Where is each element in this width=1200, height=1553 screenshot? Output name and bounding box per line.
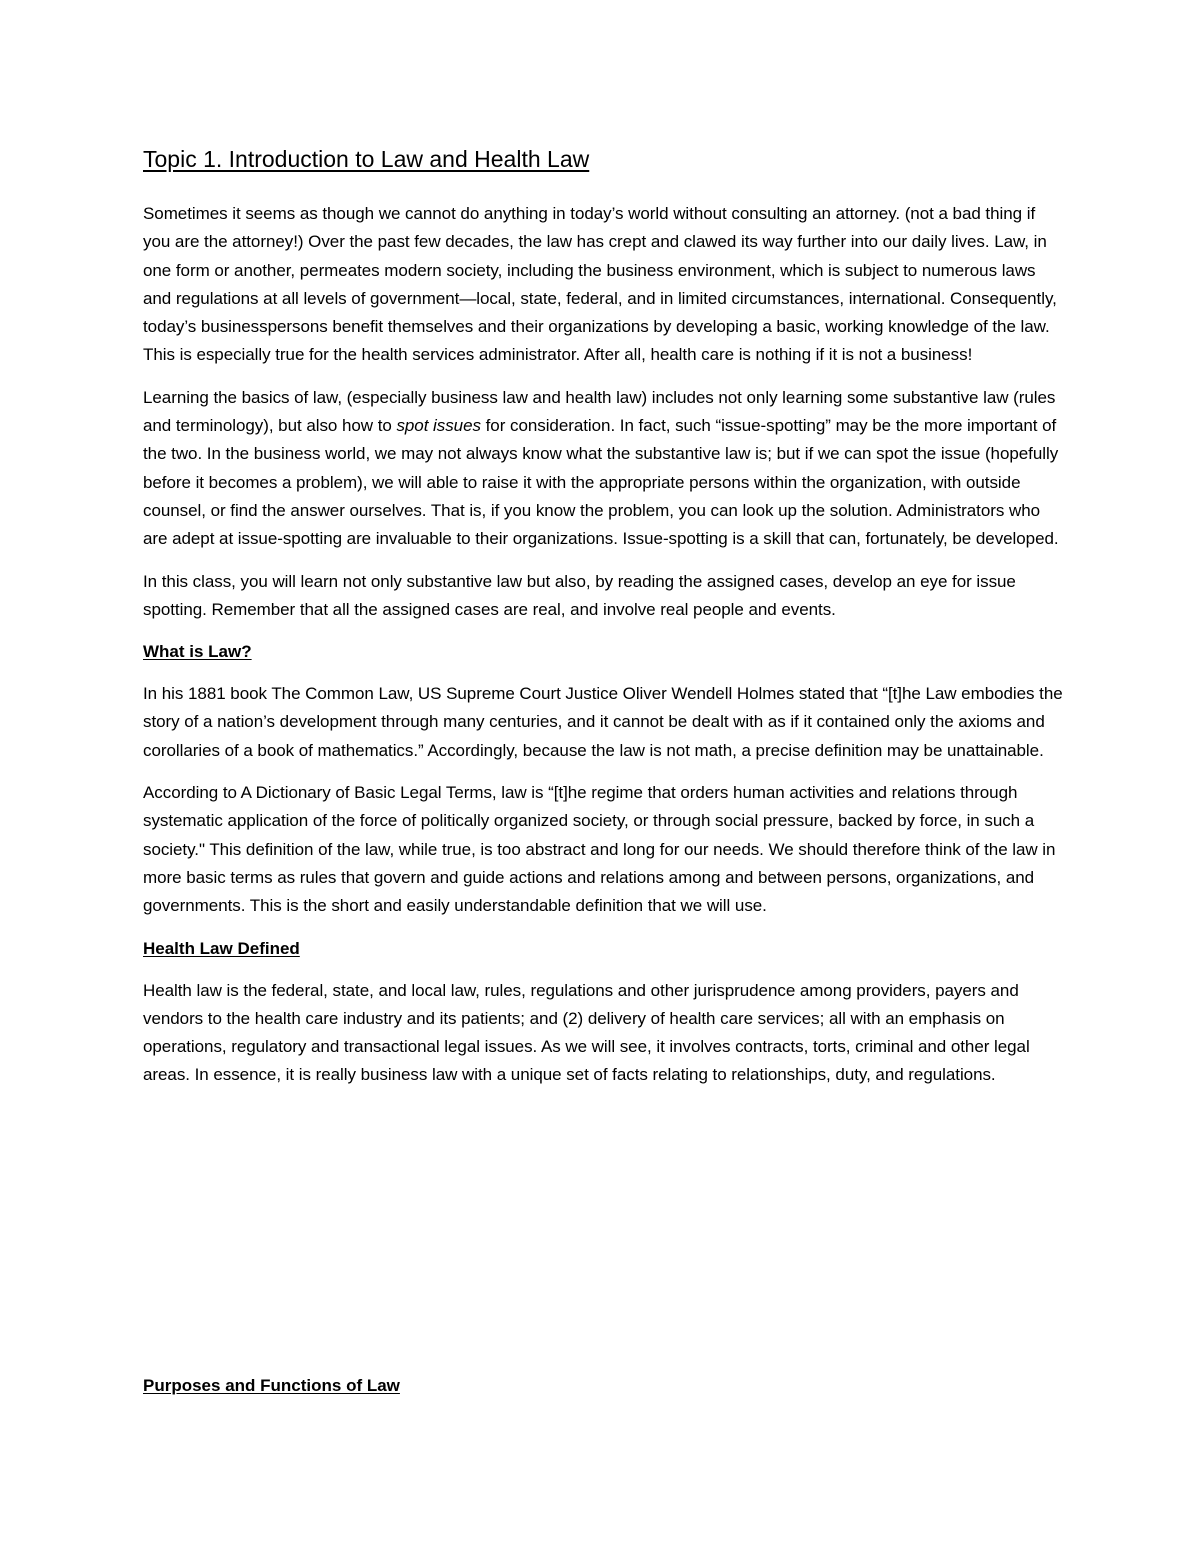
intro-paragraph-2-before: Learning the basics of law, (especially business law and health law) includes not only learning some substantive law (rules and terminology), but also how to <box>143 387 1056 436</box>
purposes-and-functions-heading: Purposes and Functions of Law <box>143 1376 400 1395</box>
what-is-law-heading: What is Law? <box>143 642 252 662</box>
document-title: Topic 1. Introduction to Law and Health Law <box>143 146 590 172</box>
intro-paragraph-2-after: for consideration. In fact, such “issue-spotting” may be the more important of the two. In the business world, we may not always know what the substantive law is; but if we can spot the issue (hopefully before it becomes a problem), we will able to raise it with the appropriate persons within the organization, with outside counsel, or find the answer ourselves. That is, if you know the problem, you can look up the solution. Administrators who are adept at issue-spotting are invaluable to their organizations. Issue-spotting is a skill that can, fortunately, be developed. <box>143 416 1059 549</box>
what-is-law-paragraph-1: In his 1881 book The Common Law, US Supreme Court Justice Oliver Wendell Holmes stated that “[t]he Law embodies the story of a nation’s development through many centuries, and it cannot be dealt with as if it contained only the axioms and corollaries of a book of mathematics.” Accordingly, because the law is not math, a precise definition may be unattainable. <box>143 684 1063 760</box>
intro-paragraph-2 <box>143 384 1063 554</box>
document-body <box>143 140 1063 1395</box>
intro-paragraph-1: Sometimes it seems as though we cannot do anything in today’s world without consulting an attorney. (not a bad thing if you are the attorney!) Over the past few decades, the law has crept and clawed its way further into our daily lives. Law, in one form or another, permeates modern society, including the business environment, which is subject to numerous laws and regulations at all levels of government—local, state, federal, and in limited circumstances, international. Consequently, today’s businesspersons benefit themselves and their organizations by developing a basic, working knowledge of the law. This is especially true for the health services administrator. After all, health care is nothing if it is not a business! <box>143 204 1057 365</box>
spot-issues-emphasis: spot issues <box>396 416 481 436</box>
what-is-law-paragraph-2: According to A Dictionary of Basic Legal Terms, law is “[t]he regime that orders human activities and relations through systematic application of the force of politically organized society, or through social pressure, backed by force, in such a society." This definition of the law, while true, is too abstract and long for our needs. We should therefore think of the law in more basic terms as rules that govern and guide actions and relations among and between persons, organizations, and governments. This is the short and easily understandable definition that we will use. <box>143 783 1056 916</box>
health-law-defined-heading: Health Law Defined <box>143 938 300 958</box>
intro-paragraph-3: In this class, you will learn not only substantive law but also, by reading the assigned cases, develop an eye for issue spotting. Remember that all the assigned cases are real, and involve real people and events. <box>143 571 1016 619</box>
health-law-paragraph-1: Health law is the federal, state, and local law, rules, regulations and other jurisprudence among providers, payers and vendors to the health care industry and its patients; and (2) delivery of health care services; all with an emphasis on operations, regulatory and transactional legal issues. As we will see, it involves contracts, torts, criminal and other legal areas. In essence, it is really business law with a unique set of facts relating to relationships, duty, and regulations. <box>143 980 1030 1085</box>
